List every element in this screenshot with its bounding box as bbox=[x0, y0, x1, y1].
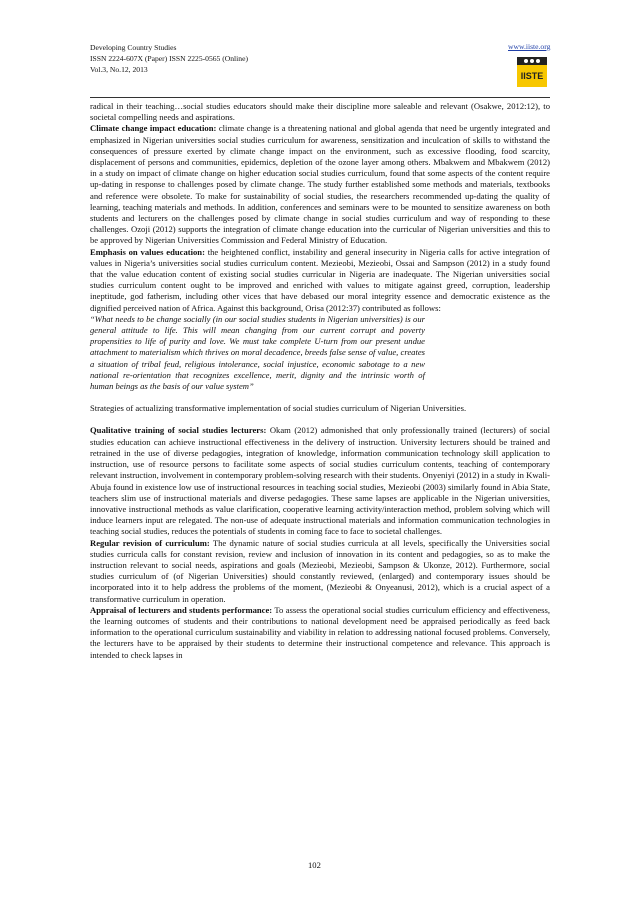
journal-website-link[interactable]: www.iiste.org bbox=[508, 42, 551, 51]
heading-revision: Regular revision of curriculum: bbox=[90, 537, 210, 548]
heading-appraisal: Appraisal of lecturers and students performance: bbox=[90, 604, 273, 615]
iiste-logo-icon bbox=[515, 55, 549, 89]
journal-name: Developing Country Studies bbox=[90, 43, 177, 52]
article-body bbox=[90, 101, 550, 661]
block-quote: “What needs to be change socially (in our social studies students in Nigerian universities) is our general attitude to life. This will mean changing from our current corrupt and poverty propensities to life of purity and love. We must take complete U-turn from our present undue attachment to materialism which thrives on moral decadence, breeds false sense of value, creates a situation of tribal feud, religious intolerance, social injustice, economic sabotage to a new national re-orientation that recognizes excellence, merit, dignity and the intrinsic worth of human beings as the basis of our value system” bbox=[90, 313, 425, 392]
paragraph-strategies: Strategies of actualizing transformative implementation of social studies curriculum of Nigerian Universities. bbox=[90, 403, 467, 414]
svg-text:IISTE: IISTE bbox=[520, 71, 544, 81]
heading-climate: Climate change impact education: bbox=[90, 123, 217, 134]
paragraph-intro: radical in their teaching…social studies educators should make their discipline more saleable and relevant (Osakwe, 2012:12), to societal compelling needs and aspirations. bbox=[90, 101, 550, 123]
paragraph-training bbox=[90, 425, 550, 537]
paragraph-revision bbox=[90, 538, 550, 605]
text-values: the heightened conflict, instability and general insecurity in Nigeria calls for active integration of values in Nigeria’s universities social studies curriculum content. Mezieobi, Mezieobi, Ossai and Sampson (2012) in a study found that the value education content of existing social studies curricular in Nigeria are inadequate. The Nigerian universities social studies curriculum content ought to be improved and enriched with values to mitigate against greed, corruption, leadership ineptitude, god fatherism, including other vices that have debased our moral integrity essence and democratic existence as the dignified perceived nation of Africa. Against this background, Orisa (2012:37) contributed as follows: bbox=[90, 246, 550, 313]
heading-values: Emphasis on values education: bbox=[90, 246, 205, 257]
page-number: 102 bbox=[308, 860, 321, 870]
text-climate: climate change is a threatening national and global agenda that need be urgently integrated and emphasized in Nigerian universities social studies curriculum for awareness, sensitization and inculcation of skills to withstand the consequences of pressure exerted by climate change impact on the environment, such as excessive flooding, food scarcity, displacement of persons and communities, epidemics, depletion of the ozone layer among others. Mbakwem and Mbakwem (2012) in a study on impact of climate change on higher education social studies curriculum, found that some aspects of the content require up-dating in response to challenges posed by climate change. The study further established some methods and materials, textbooks and reference were obsolete. To make for sustainability of social studies, the researchers recommended up-dating the quality of learning, teaching materials and methods. In addition, conferences and seminars were to be mounted to sensitize awareness on both students and lecturers on the challenges posed by climate change in social studies curriculum and way of responding to these challenges. Ozoji (2012) supports the integration of climate change education into the curricular of Nigerian universities and this to be approved by Nigerian Universities Commission and Federal Ministry of Education. bbox=[90, 123, 550, 246]
text-appraisal: To assess the operational social studies curriculum efficiency and effectiveness, the learning outcomes of students and their contributions to national development need be appraised periodically as feed back information to the operational curriculum sustainability and viability in relation to addressing national focused problems. Conversely, the lecturers have to be appraised by their students to determine their instructional competence and relevance. This approach is intended to check lapses in bbox=[90, 604, 550, 660]
header-rule bbox=[90, 97, 550, 98]
paragraph-values bbox=[90, 247, 550, 314]
text-revision: The dynamic nature of social studies curricula at all levels, specifically the Universities social studies curricula calls for constant revision, review and inclusion of innovation in its content and pedagogies, so as to make the instruction relevant to social needs, aspirations and goals (Mezieobi, Mezieobi, Sampson & Ukonze, 2012). Furthermore, social studies curriculum of (of Nigerian Universities) should constantly reviewed, (enlarged) and contemporary issues should be incorporated into it to help address the problems of the moment, (Mezieobi & Onyeanusi, 2012), which is a crucial aspect of a transformative curriculum in operation. bbox=[90, 537, 550, 604]
paragraph-climate bbox=[90, 123, 550, 246]
text-training: Okam (2012) admonished that only professionally trained (lecturers) of social studies education can achieve instructional effectiveness in the delivery of instruction. University lecturers should be trained and retrained in the use of diverse pedagogies, integration of knowledge, information communication technology skill application to instruction, use of resource persons to facilitate some aspects of social studies curriculum contents, teaching of contemporary relevant instruction, involvement in contemporary problem-solving research with their students. Onyeniyi (2012) in a study in Kwali-Abuja found in existence low use of instructional resources in teaching social studies, Mezieobi (2003) similarly found in Abia State, teachers slim use of instructional materials and diverse pedagogies. These same lapses are applicable in the Nigerian universities, innovative instructional methods as value clarification, cooperative learning activity/interaction method, problem solving which will induce learners input are relegated. The non-use of adequate instructional materials and information communication technologies in teaching social studies, reduces the potentials of students in coming face to face to societal challenges. bbox=[90, 425, 550, 537]
volume-line: Vol.3, No.12, 2013 bbox=[90, 65, 148, 75]
issn-line: ISSN 2224-607X (Paper) ISSN 2225-0565 (Online) bbox=[90, 54, 248, 64]
paragraph-appraisal bbox=[90, 605, 550, 661]
running-header bbox=[90, 42, 550, 76]
heading-training: Qualitative training of social studies lecturers: bbox=[90, 425, 267, 436]
